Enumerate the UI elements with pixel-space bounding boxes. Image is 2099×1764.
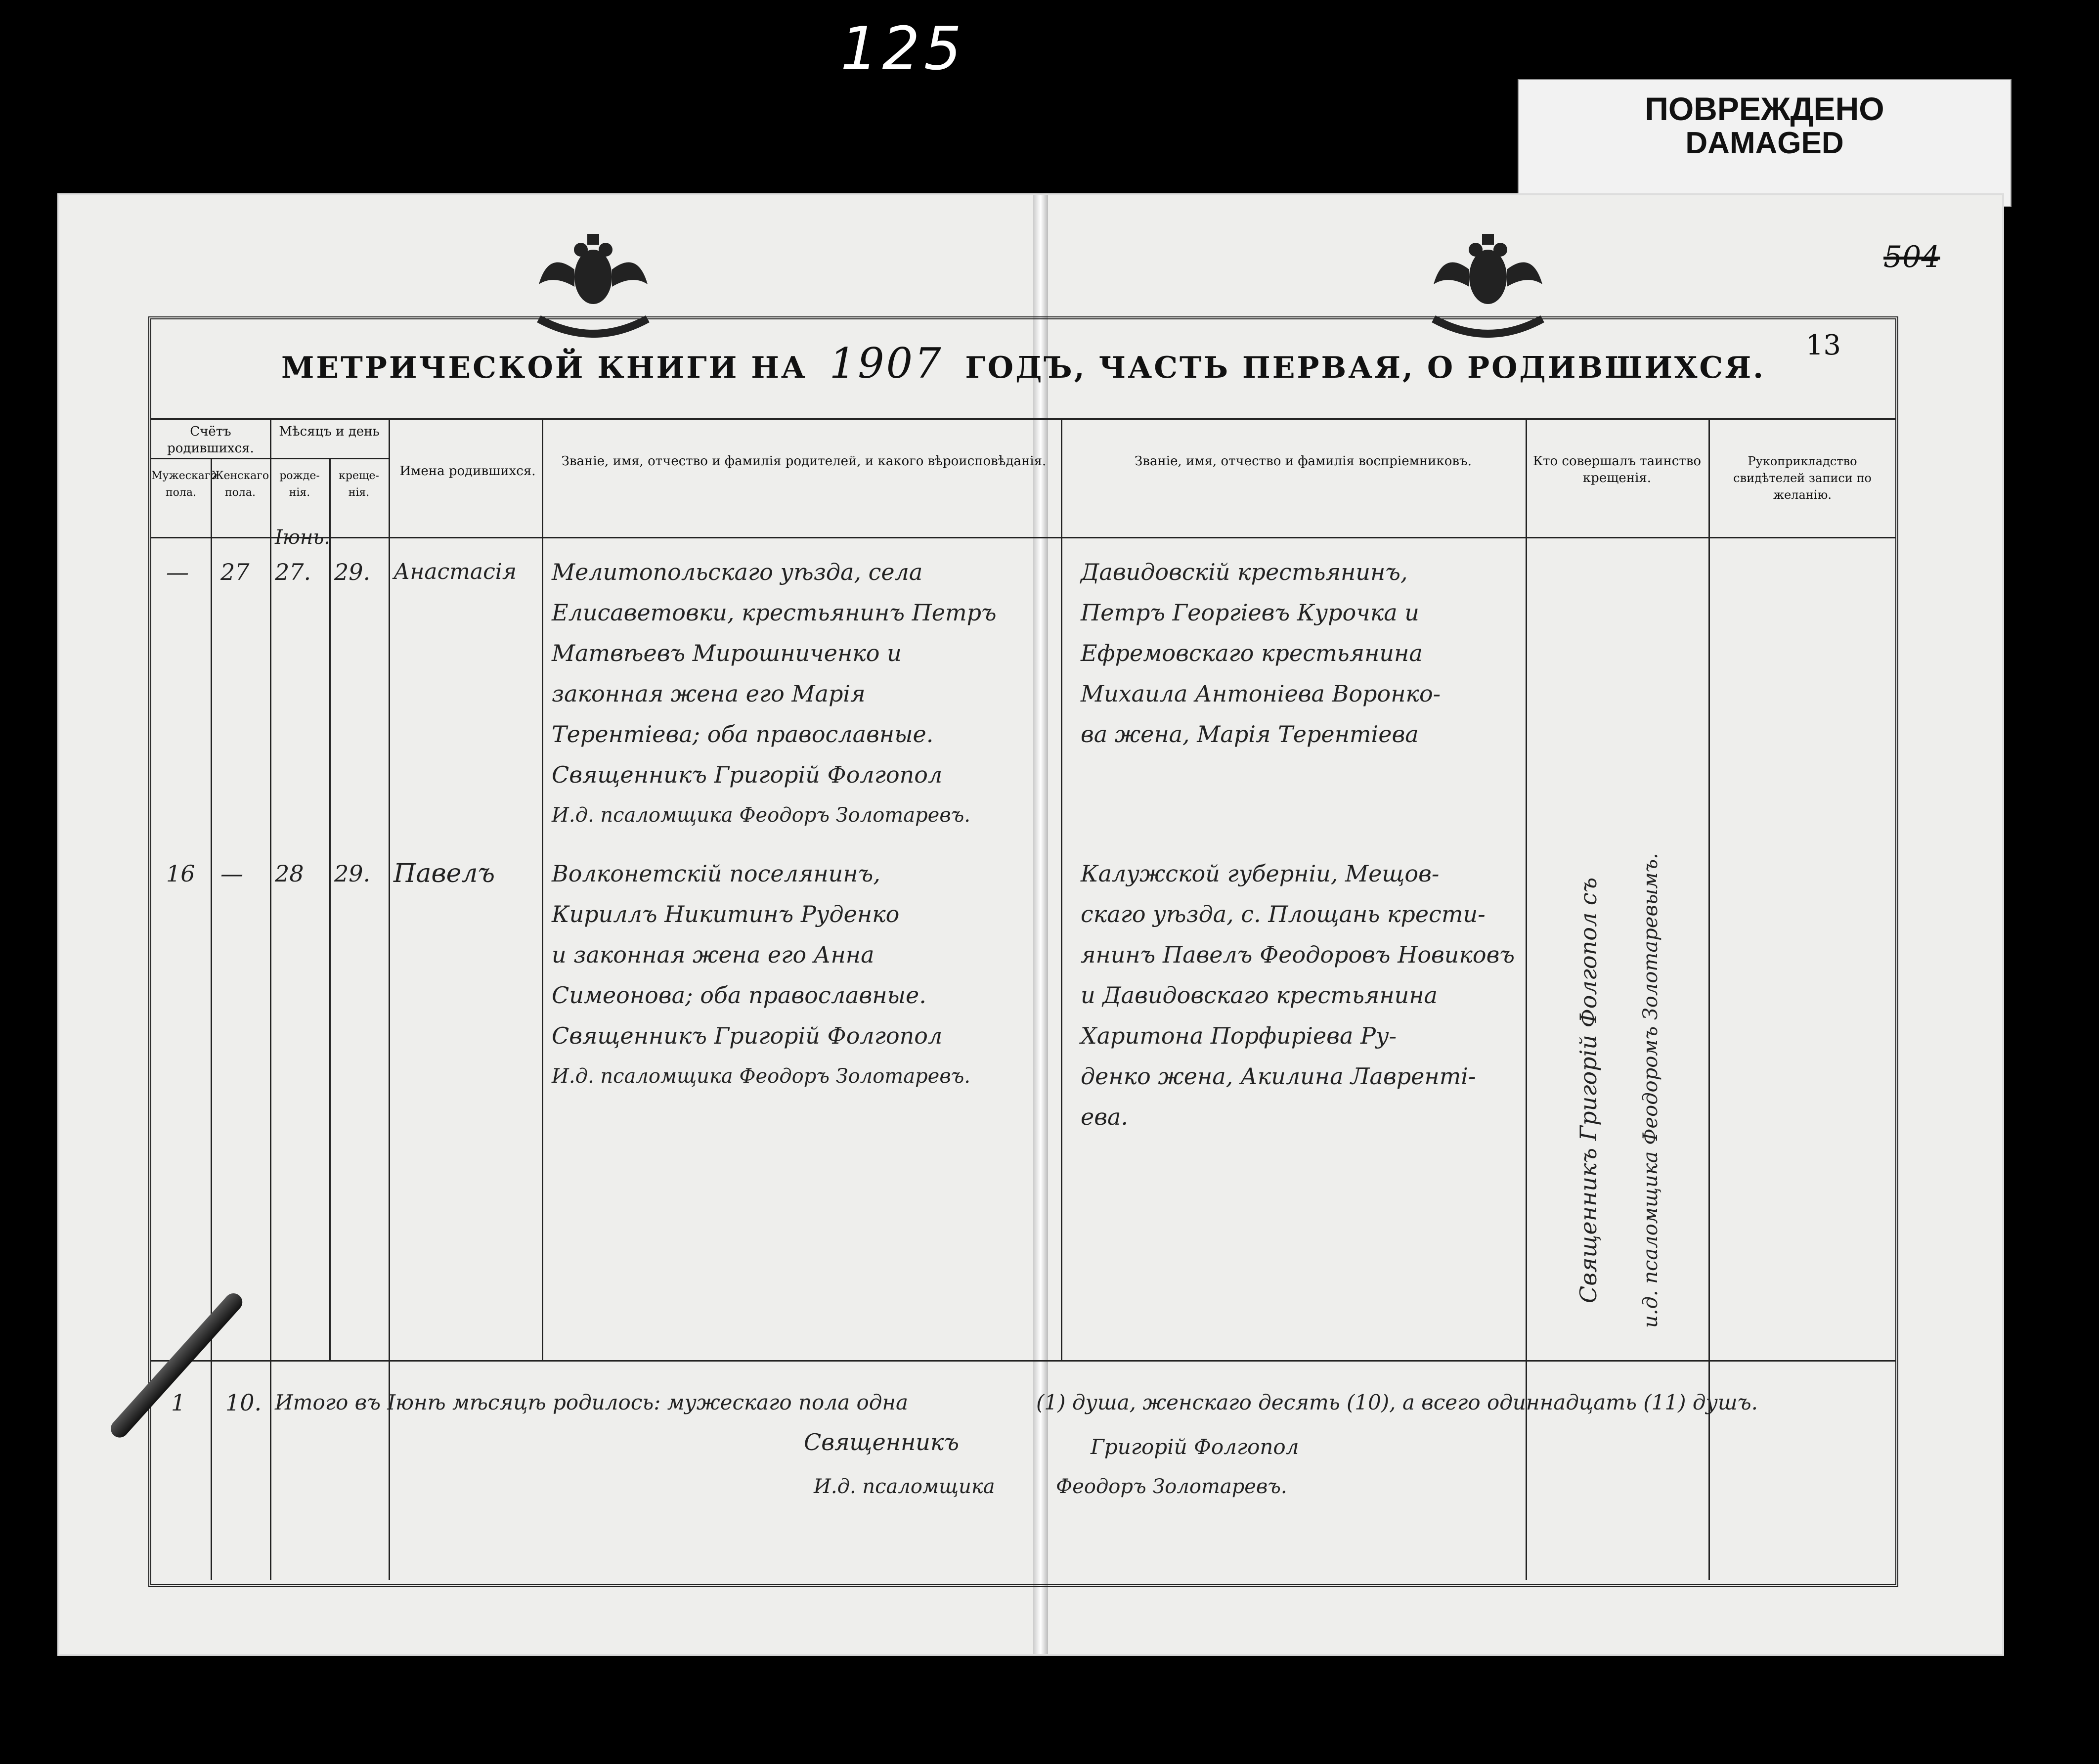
header-performed: Кто совершалъ таинство крещенія. [1532, 454, 1702, 485]
col-divider [270, 418, 271, 1580]
row2-parents-line: Кириллъ Никитинъ Руденко [552, 901, 900, 927]
row2-name: Павелъ [394, 859, 495, 888]
header-names: Имена родившихся. [399, 464, 536, 479]
totals-rule [151, 1360, 1895, 1362]
row2-parents-line: Священникъ Григорій Фолгопол [552, 1022, 943, 1049]
performed-by-clerk: и.д. псаломщика Феодоромъ Золотаревымъ. [1639, 853, 1662, 1328]
title-left: МЕТРИЧЕСКОЙ КНИГИ НА [281, 351, 807, 385]
damaged-stamp [1518, 79, 2012, 207]
performed-by-priest: Священникъ Григорій Фолгопол съ [1575, 877, 1602, 1303]
row2-parents-line: и законная жена его Анна [552, 941, 875, 968]
row2-godparents-line: ева. [1081, 1103, 1129, 1130]
film-frame-number: 125 [840, 15, 966, 84]
signature-priest: Григорій Фолгопол [1091, 1435, 1299, 1459]
row1-parents-line: И.д. псаломщика Феодоръ Золотаревъ. [552, 804, 970, 827]
page-title [151, 339, 1895, 388]
row2-born: 28 [275, 860, 304, 887]
header-bottom-rule [151, 537, 1895, 538]
total-female: 10. [225, 1389, 262, 1416]
row1-parents-line: Терентіева; оба православные. [552, 721, 934, 748]
col-divider [1061, 418, 1062, 1360]
signature-clerk-label: И.д. псаломщика [814, 1475, 995, 1498]
row1-parents-line: Матвѣевъ Мирошниченко и [552, 640, 902, 666]
totals-text-left: Итого въ Іюнѣ мѣсяцѣ родилось: мужескаго пола одна [275, 1390, 909, 1414]
header-count: Счётъ родившихся. [167, 424, 254, 456]
register-book [44, 195, 2002, 1659]
header-godparents: Званіе, имя, отчество и фамилія воспріемниковъ. [1135, 454, 1472, 469]
col-divider [329, 458, 331, 1360]
damaged-label-en: DAMAGED [1685, 126, 1844, 160]
row1-godparents [1081, 552, 1441, 754]
register-table [148, 316, 1898, 1587]
col-divider [542, 418, 543, 1360]
row2-baptized: 29. [334, 860, 371, 887]
register-year: 1907 [829, 339, 943, 388]
row2-godparents-line: и Давидовскаго крестьянина [1081, 982, 1438, 1009]
row2-godparents-line: скаго уѣзда, с. Площань крести- [1081, 901, 1486, 927]
row1-godparents-line: Ефремовскаго крестьянина [1081, 640, 1423, 666]
header-month-day: Мѣсяцъ и день [279, 424, 380, 439]
col-divider [211, 458, 212, 1580]
row1-parents [552, 552, 997, 836]
row1-born: 27. [275, 559, 311, 585]
row2-godparents [1081, 853, 1515, 1137]
page-number: 13 [1805, 329, 1841, 361]
row1-godparents-line: Давидовскій крестьянинъ, [1081, 559, 1408, 585]
row2-parents [552, 853, 970, 1097]
row1-parents-line: Мелитопольскаго уѣзда, села [552, 559, 923, 585]
header-born: рожде- нія. [279, 470, 320, 499]
row2-godparents-line: Калужской губерніи, Мещов- [1081, 860, 1440, 887]
totals-text-right: (1) душа, женскаго десять (10), а всего одиннадцать (11) душъ. [1036, 1390, 1758, 1414]
row1-baptized: 29. [334, 559, 371, 585]
header-top-rule [151, 418, 1895, 420]
old-page-number: 504 [1883, 240, 1940, 274]
row1-godparents-line: ва жена, Марія Терентіева [1081, 721, 1419, 748]
row1-parents-line: законная жена его Марія [552, 680, 866, 707]
header-parents: Званіе, имя, отчество и фамилія родителей, и какого вѣроисповѣданія. [561, 454, 1047, 469]
total-male: 1 [171, 1389, 186, 1416]
row2-parents-line: Симеонова; оба православные. [552, 982, 926, 1009]
row1-parents-line: Елисаветовки, крестьянинъ Петръ [552, 599, 997, 626]
row1-godparents-line: Михаила Антоніева Воронко- [1081, 680, 1441, 707]
row1-name: Анастасія [394, 559, 517, 584]
row2-godparents-line: янинъ Павелъ Феодоровъ Новиковъ [1081, 941, 1515, 968]
row2-parents-line: И.д. псаломщика Феодоръ Золотаревъ. [552, 1065, 970, 1088]
signature-priest-label: Священникъ [804, 1429, 960, 1455]
row1-parents-line: Священникъ Григорій Фолгопол [552, 761, 943, 788]
row1-female: 27 [220, 559, 250, 585]
title-right: ГОДЪ, ЧАСТЬ ПЕРВАЯ, О РОДИВШИХСЯ. [965, 351, 1765, 385]
row2-female: — [220, 860, 243, 887]
damaged-label-ru: ПОВРЕЖДЕНО [1645, 90, 1884, 127]
header-baptized: креще- нія. [339, 470, 379, 499]
row1-godparents-line: Петръ Георгіевъ Курочка и [1081, 599, 1419, 626]
row2-godparents-line: Харитона Порфирiева Ру- [1081, 1022, 1397, 1049]
header-signatures: Рукоприкладство свидѣтелей записи по желанію. [1733, 454, 1872, 502]
row1-male: — [166, 559, 189, 585]
row1-month: Іюнь. [275, 526, 330, 549]
header-female: Женскаго пола. [211, 470, 269, 499]
row2-parents-line: Волконетскій поселянинъ, [552, 860, 880, 887]
row2-godparents-line: денко жена, Акилина Лаврентi- [1081, 1063, 1476, 1090]
signature-clerk: Феодоръ Золотаревъ. [1056, 1475, 1287, 1498]
row2-male: 16 [166, 860, 195, 887]
header-male: Мужескаго пола. [151, 470, 217, 499]
